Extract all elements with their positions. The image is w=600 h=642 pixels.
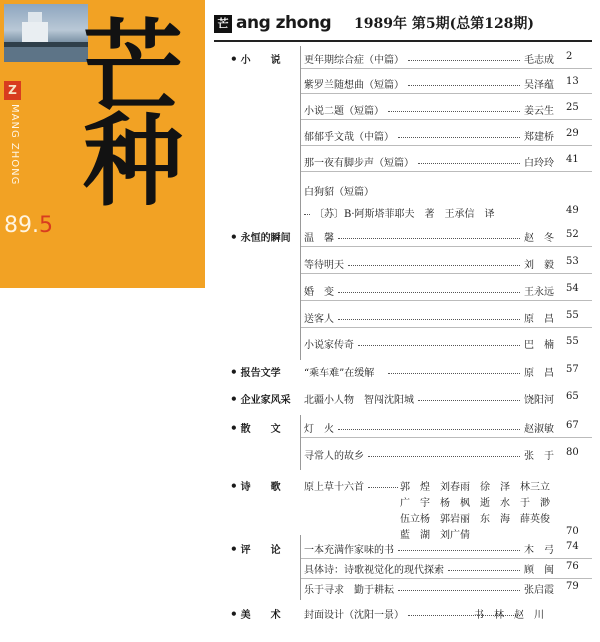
toc-entry-title: 北疆小人物 智闯沈阳城 — [304, 395, 414, 406]
toc-row-divider — [300, 119, 592, 120]
toc-entry-title: “乘车难”在缓解 — [304, 368, 375, 379]
toc-entry-title: 原上草十六首 — [304, 482, 364, 493]
toc-entry-title: 一本充满作家味的书 — [304, 545, 394, 556]
toc-entry-title: 紫罗兰随想曲（短篇） — [304, 80, 404, 91]
toc-entry-page: 54 — [566, 283, 579, 294]
toc-section-label — [230, 51, 300, 66]
toc-entry-author: 原 昌 — [524, 314, 554, 325]
toc-entry-page: 80 — [566, 447, 579, 458]
toc-entry-page: 76 — [566, 561, 579, 572]
toc-entry-page: 55 — [566, 310, 579, 321]
toc-entry-page: 55 — [566, 336, 579, 347]
toc-row-divider — [300, 171, 592, 172]
toc-section-name: 报告文学 — [240, 368, 281, 379]
toc-entry-author: 白玲玲 — [524, 158, 554, 169]
brand-logo-icon: 芒 — [214, 15, 232, 33]
toc-row-divider — [300, 437, 592, 438]
bullet-icon: • — [230, 606, 238, 621]
toc-entry-page: 41 — [566, 154, 579, 165]
toc-leader-dots — [338, 292, 520, 293]
toc-leader-dots — [448, 570, 520, 571]
toc-section-name: 小 说 — [240, 55, 281, 66]
toc-entry-author: 姜云生 — [524, 106, 554, 117]
bullet-icon: • — [230, 391, 238, 406]
toc-entry-page: 57 — [566, 364, 579, 375]
toc-entry-author: 吴泽蕴 — [524, 80, 554, 91]
toc-entry-author: 赵淑敏 — [524, 424, 554, 435]
toc-column-divider — [300, 535, 301, 600]
toc-leader-dots — [418, 400, 520, 401]
toc-entry-title: 封面设计（沈阳一景） — [304, 610, 404, 621]
bullet-icon: • — [230, 364, 238, 379]
toc-leader-dots — [358, 345, 520, 346]
toc-leader-dots — [398, 137, 520, 138]
toc-poet-list: 伍立杨 郭岩丽 东 海 薛英俊 — [400, 514, 550, 525]
bullet-icon: • — [230, 229, 238, 244]
toc-entry-author: 顾 闽 — [524, 565, 554, 576]
cover-title: 芒种 — [66, 14, 184, 202]
toc-row-divider — [300, 327, 592, 328]
bullet-icon: • — [230, 51, 238, 66]
toc-leader-dots — [338, 238, 520, 239]
toc-entry-title: 婚 变 — [304, 287, 334, 298]
cover-issue-number: 5 — [39, 213, 53, 238]
toc-column-divider — [300, 415, 301, 470]
toc-entry-title: 更年期综合症（中篇） — [304, 55, 404, 66]
toc-entry-title: 小说二题（短篇） — [304, 106, 384, 117]
toc-entry-page: 2 — [566, 51, 573, 62]
toc-entry-author: 饶阳河 — [524, 395, 554, 406]
issue-label: 1989年 第5期(总第128期) — [354, 16, 535, 32]
toc-entry-page: 67 — [566, 420, 579, 431]
toc-entry-author: 刘 毅 — [524, 260, 554, 271]
toc-entry-author: 赵 冬 — [524, 233, 554, 244]
toc-leader-dots — [398, 590, 520, 591]
toc-entry-page: 53 — [566, 256, 579, 267]
toc-section-label — [230, 541, 300, 556]
toc-row-divider — [300, 68, 592, 69]
toc-leader-dots — [418, 163, 520, 164]
toc-section-label — [230, 229, 300, 244]
toc-row-divider — [300, 145, 592, 146]
toc-leader-dots — [408, 60, 520, 61]
toc-row-divider — [300, 578, 592, 579]
toc-entry-title: 寻常人的故乡 — [304, 451, 364, 462]
toc-section-name: 永恒的瞬间 — [240, 233, 291, 244]
toc-entry-page: 74 — [566, 541, 579, 552]
toc-leader-dots — [338, 429, 520, 430]
toc-section-name: 美 术 — [240, 610, 281, 621]
toc-entry-title: 具体诗：诗歌视觉化的现代探索 — [304, 565, 444, 576]
toc-header — [214, 13, 594, 39]
cover-photo-tower — [22, 22, 48, 44]
toc-entry-author: 张启霞 — [524, 585, 554, 596]
toc-entry-page: 29 — [566, 128, 579, 139]
toc-entry-title: 白狗貂（短篇） — [304, 187, 374, 198]
toc-entry-author: 巴 楠 — [524, 340, 554, 351]
bullet-icon: • — [230, 541, 238, 556]
toc-entry-page: 25 — [566, 102, 579, 113]
toc-entry-author: 王永远 — [524, 287, 554, 298]
toc-entry-author: 张 于 — [524, 451, 554, 462]
magazine-cover — [0, 0, 205, 288]
toc-entry-author: 毛志成 — [524, 55, 554, 66]
toc-poet-list: 藍 湖 刘广倩 — [400, 530, 470, 541]
toc-entry-title: 乐于寻求 勤于耕耘 — [304, 585, 394, 596]
toc-leader-dots — [338, 319, 520, 320]
toc-entry-title: 那一夜有脚步声（短篇） — [304, 158, 414, 169]
toc-entry-title: 灯 火 — [304, 424, 334, 435]
cover-issue-prefix: 89. — [4, 213, 39, 238]
toc-entry-page: 65 — [566, 391, 579, 402]
bullet-icon: • — [230, 420, 238, 435]
toc-entry-title: 温 馨 — [304, 233, 334, 244]
toc-leader-dots — [304, 214, 310, 215]
toc-poet-list: 郭 煌 刘春雨 徐 泽 林三立 — [400, 482, 550, 493]
toc-row-divider — [300, 300, 592, 301]
cover-vertical-text: MANG ZHONG — [9, 104, 20, 186]
toc-entry-page: 52 — [566, 229, 579, 240]
toc-leader-dots — [398, 550, 520, 551]
toc-entry-page: 13 — [566, 76, 579, 87]
toc-entry-page: 49 — [566, 205, 579, 216]
toc-leader-dots — [388, 373, 520, 374]
toc-entry-page: 70 — [566, 526, 579, 537]
toc-entry-title: 等待明天 — [304, 260, 344, 271]
toc-entry-byline: 〔苏〕B·阿斯塔菲耶夫 著 王承信 译 — [314, 209, 495, 220]
toc-leader-dots — [348, 265, 520, 266]
toc-column-divider — [300, 46, 301, 225]
bullet-icon: • — [230, 478, 238, 493]
toc-section-label — [230, 364, 300, 379]
toc-section-label — [230, 420, 300, 435]
toc-section-name: 企业家风采 — [240, 395, 291, 406]
toc-section-name: 评 论 — [240, 545, 281, 556]
cover-logo-icon: Z — [4, 81, 21, 100]
toc-leader-dots — [368, 487, 398, 488]
toc-section-name: 诗 歌 — [240, 482, 281, 493]
toc-entry-author: 书 林 赵 川 — [474, 610, 544, 621]
toc-entry-page: 79 — [566, 581, 579, 592]
toc-entry-author: 木 弓 — [524, 545, 554, 556]
header-divider — [214, 40, 592, 42]
toc-row-divider — [300, 273, 592, 274]
toc-row-divider — [300, 246, 592, 247]
toc-leader-dots — [408, 85, 520, 86]
toc-entry-title: 小说家传奇 — [304, 340, 354, 351]
toc-section-label — [230, 478, 300, 493]
toc-section-label — [230, 606, 300, 621]
toc-entry-author: 原 昌 — [524, 368, 554, 379]
toc-entry-author: 郑建桥 — [524, 132, 554, 143]
toc-entry-title: 送客人 — [304, 314, 334, 325]
toc-section-label — [230, 391, 300, 406]
toc-leader-dots — [388, 111, 520, 112]
toc-entry-title: 郁郁乎文哉（中篇） — [304, 132, 394, 143]
toc-column-divider — [300, 225, 301, 360]
toc-row-divider — [300, 558, 592, 559]
cover-issue — [4, 213, 53, 238]
toc-section-name: 散 文 — [240, 424, 281, 435]
toc-leader-dots — [368, 456, 520, 457]
brand-name: ang zhong — [236, 13, 332, 33]
toc-poet-list: 广 宇 杨 枫 逝 水 于 渺 — [400, 498, 550, 509]
toc-row-divider — [300, 93, 592, 94]
